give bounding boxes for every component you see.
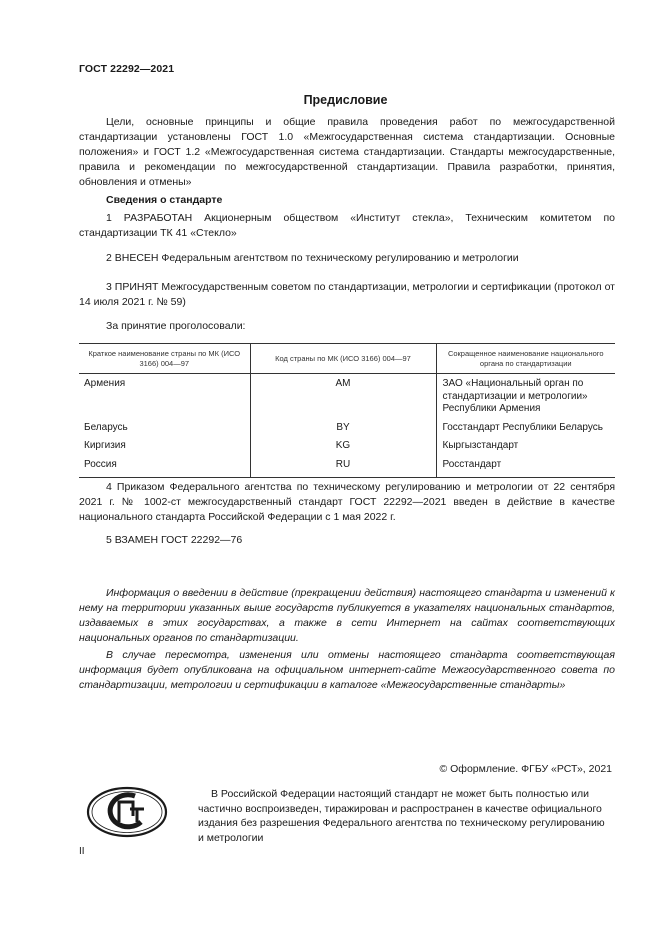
page-number: II: [79, 846, 85, 857]
cell-country: Армения: [84, 378, 126, 389]
cell-code: RU: [250, 456, 436, 478]
copyright-line: © Оформление. ФГБУ «РСТ», 2021: [439, 763, 612, 775]
cell-country: Беларусь: [84, 421, 128, 433]
cell-country: Киргизия: [84, 440, 126, 451]
reproduction-notice: В Российской Федерации настоящий стандарт не может быть полностью или частично воспроизведен, тиражирован и распространен в качестве официального издания без разрешения Федерального агентства по техническому регулированию и метрологии: [198, 788, 605, 844]
table-row: [79, 374, 615, 419]
table-row: [79, 456, 615, 478]
cell-code: KG: [250, 437, 436, 456]
header-body: Сокращенное наименование национального органа по стандартизации: [436, 344, 615, 374]
item-introduced: 2 ВНЕСЕН Федеральным агентством по техническому регулированию и метрологии: [106, 252, 519, 264]
table-header-row: [79, 344, 615, 374]
italic-note-revision: В случае пересмотра, изменения или отмены настоящего стандарта соответствующая информация будет опубликована на официальном интернет-сайте Межгосударственного совета по стандартизации, метрологии и сертификации в каталоге «Межгосударственные стандарты»: [79, 649, 615, 691]
item-adopted: 3 ПРИНЯТ Межгосударственным советом по стандартизации, метрологии и сертификации (протокол от 14 июля 2021 г. № 59): [79, 281, 615, 308]
pst-certification-mark-icon: [86, 786, 168, 838]
voting-states-table: [79, 343, 615, 478]
cell-country: Россия: [79, 456, 250, 478]
page-title: Предисловие: [303, 93, 388, 107]
intro-paragraph: Цели, основные принципы и общие правила проведения работ по межгосударственной стандартизации установлены ГОСТ 1.0 «Межгосударственная система стандартизации. Основные положения» и ГОСТ 1.2 «Межгосударственная система стандартизации. Стандарты межгосударственные, правила и рекомендации по межгосударственной стандартизации. Правила разработки, принятия, обновления и отмены»: [79, 116, 615, 188]
table-row: [79, 437, 615, 456]
italic-note-introduction: Информация о введении в действие (прекращении действия) настоящего стандарта и изменений к нему на территории указанных выше государств публикуется в указателях национальных стандартов, издаваемых в этих государствах, а также в сети Интернет на сайтах соответствующих национальных органов по стандартизации.: [79, 587, 615, 644]
table-row: [79, 419, 615, 438]
item-order: 4 Приказом Федерального агентства по техническому регулированию и метрологии от 22 сентября 2021 г. № 1002-ст межгосударственный стандарт ГОСТ 22292—2021 введен в действие в качестве национального стандарта Российской Федерации с 1 мая 2022 г.: [79, 481, 615, 523]
item-replaced: 5 ВЗАМЕН ГОСТ 22292—76: [106, 534, 243, 546]
voted-label: За принятие проголосовали:: [106, 320, 246, 332]
cell-body: Кыргызстандарт: [436, 437, 615, 456]
header-code: Код страны по МК (ИСО 3166) 004—97: [250, 344, 436, 374]
header-country: Краткое наименование страны по МК (ИСО 3166) 004—97: [79, 344, 250, 374]
cell-body: Госстандарт Республики Беларусь: [436, 419, 615, 438]
cell-body: ЗАО «Национальный орган по стандартизации и метрологии» Республики Армения: [436, 374, 615, 419]
cell-body: Росстандарт: [436, 456, 615, 478]
cell-code: AM: [250, 374, 436, 419]
cell-code: BY: [250, 419, 436, 438]
info-heading: Сведения о стандарте: [106, 194, 223, 206]
document-code-header: ГОСТ 22292—2021: [79, 63, 175, 75]
item-developed: 1 РАЗРАБОТАН Акционерным обществом «Институт стекла», Техническим комитетом по стандартизации ТК 41 «Стекло»: [79, 212, 615, 239]
